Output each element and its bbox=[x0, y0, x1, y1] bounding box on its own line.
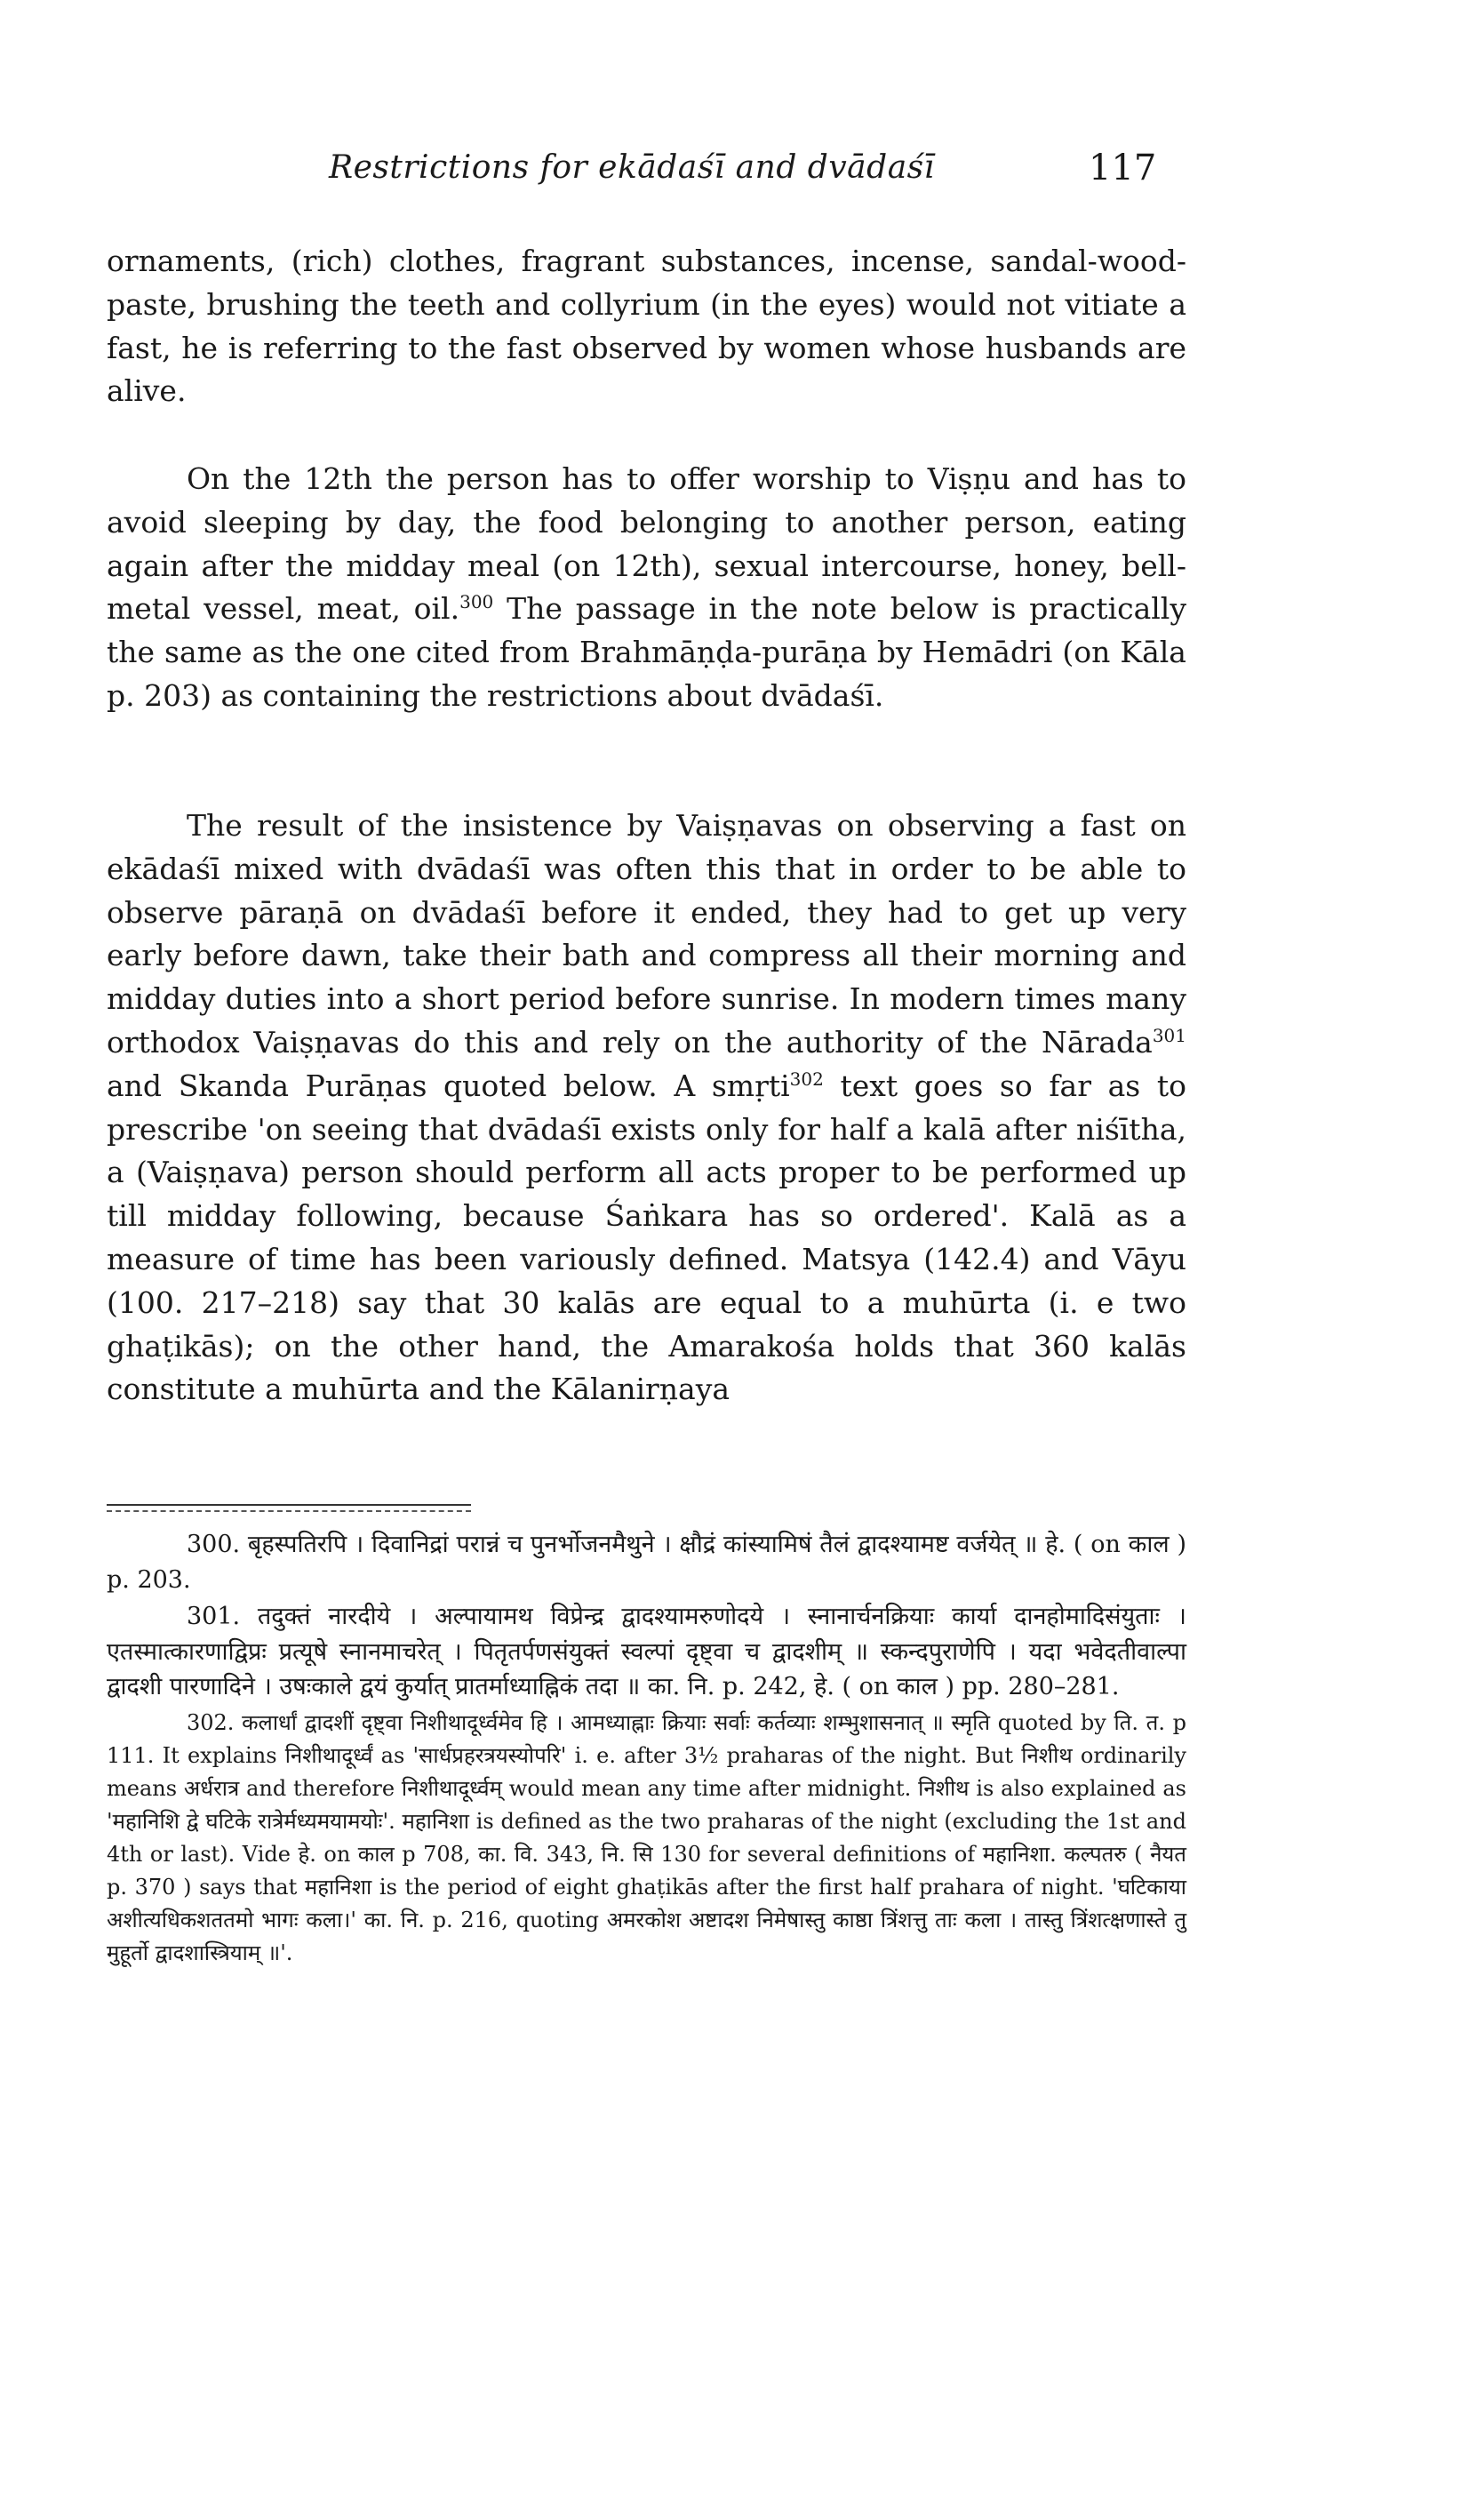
paragraph-text bbox=[107, 804, 1186, 1412]
footnote-ref-301: 301 bbox=[1152, 1024, 1186, 1046]
footnote-ref-300: 300 bbox=[459, 591, 494, 613]
footnotes bbox=[107, 1527, 1186, 1972]
footnote-number: 301. bbox=[187, 1603, 241, 1631]
footnote-text: तदुक्तं नारदीये । अल्पायामथ विप्रेन्द्र द्वादश्यामरुणोदये । स्नानार्चनक्रियाः कार्या दानहोमादिसंयुताः । एतस्मात्कारणाद्विप्रः प्रत्यूषे स्नानमाचरेत् । पितृतर्पणसंयुक्तं स्वल्पां दृष्ट्वा च द्वादशीम् ॥ स्कन्दपुराणेपि । यदा भवेदतीवाल्पा द्वादशी पारणादिने । उषःकाले द्वयं कुर्यात् प्रातर्माध्याह्निकं तदा ॥ का. नि. p. 242, हे. ( on काल ) pp. 280–281. bbox=[107, 1603, 1186, 1701]
footnote-separator bbox=[107, 1504, 471, 1506]
footnote-301 bbox=[107, 1599, 1186, 1705]
paragraph-3 bbox=[107, 804, 1186, 1412]
paragraph-segment: The result of the insistence by Vaiṣṇavas on observing a fast on ekādaśī mixed with dvādaśī was often this that in order to be able to observe pāraṇā on dvādaśī before it ended, they had to get up very early before dawn, take their bath and compress all their morning and midday duties into a short period before sunrise. In modern times many orthodox Vaiṣṇavas do this and rely on the authority of the Nārada bbox=[107, 808, 1186, 1060]
footnote-number: 302. bbox=[187, 1709, 235, 1735]
footnote-300 bbox=[107, 1527, 1186, 1597]
paragraph-segment: The passage in the note below is practically the same as the one cited from Brahmāṇḍa-purāṇa by Hemādri (on Kāla p. 203) as containing the restrictions about dvādaśī. bbox=[107, 591, 1187, 713]
paragraph-segment: On the 12th the person has to offer worship to Viṣṇu and has to avoid sleeping by day, the food belonging to another person, eating again after the midday meal (on 12th), sexual intercourse, honey, bell-metal vessel, meat, oil. bbox=[107, 461, 1186, 627]
running-title: Restrictions for ekādaśī and dvādaśī bbox=[329, 149, 935, 186]
paragraph-segment: text goes so far as to prescribe 'on seeing that dvādaśī exists only for half a kalā after niśītha, a (Vaiṣṇava) person should perform all acts proper to be performed up till midday following, because Śaṅkara has so ordered'. Kalā as a measure of time has been variously defined. Matsya (142.4) and Vāyu (100. 217–218) say that 30 kalās are equal to a muhūrta (i. e two ghaṭikās); on the other hand, the Amarakośa holds that 360 kalās constitute a muhūrta and the Kālanirṇaya bbox=[107, 1068, 1186, 1407]
footnote-text: कलार्धां द्वादशीं दृष्ट्वा निशीथादूर्ध्वमेव हि । आमध्याह्नाः क्रियाः सर्वाः कर्तव्याः शम्भुशासनात् ॥ स्मृति quoted by ति. त. p 111. It explains निशीथादूर्ध्वं as 'सार्धप्रहरत्रयस्योपरि' i. e. after 3½ praharas of the night. But निशीथ ordinarily means अर्धरात्र and therefore निशीथादूर्ध्वम् would mean any time after midnight. निशीथ is also explained as 'महानिशि द्वे घटिके रात्रेर्मध्यमयामयोः'. महानिशा is defined as the two praharas of the night (excluding the 1st and 4th or last). Vide हे. on काल p 708, का. वि. 343, नि. सि 130 for several definitions of महानिशा. कल्पतरु ( नैयत p. 370 ) says that महानिशा is the period of eight ghaṭikās after the first half prahara of night. 'घटिकाया अशीत्यधिकशततमो भागः कला।' का. नि. p. 216, quoting अमरकोश अष्टादश निमेषास्तु काष्ठा त्रिंशत्तु ताः कला । तास्तु त्रिंशत्क्षणास्ते तु मुहूर्तो द्वादशास्त्रियाम् ॥'. bbox=[107, 1709, 1186, 1965]
paragraph-1 bbox=[107, 240, 1186, 413]
footnote-302 bbox=[107, 1707, 1186, 1970]
footnote-text: बृहस्पतिरपि । दिवानिद्रां परान्नं च पुनर्भोजनमैथुने । क्षौद्रं कांस्यामिषं तैलं द्वादश्यामष्ट वर्जयेत् ॥ हे. ( on काल ) p. 203. bbox=[107, 1531, 1186, 1594]
running-header bbox=[329, 149, 1182, 186]
page-number: 117 bbox=[1089, 148, 1157, 188]
footnote-ref-302: 302 bbox=[789, 1068, 824, 1090]
paragraph-text: ornaments, (rich) clothes, fragrant substances, incense, sandal-wood-paste, brushing the teeth and collyrium (in the eyes) would not vitiate a fast, he is referring to the fast observed by women whose husbands are alive. bbox=[107, 244, 1186, 409]
paragraph-text bbox=[107, 458, 1186, 718]
footnote-number: 300. bbox=[187, 1531, 241, 1558]
paragraph-2 bbox=[107, 458, 1186, 718]
paragraph-segment: and Skanda Purāṇas quoted below. A smṛti bbox=[107, 1068, 790, 1103]
